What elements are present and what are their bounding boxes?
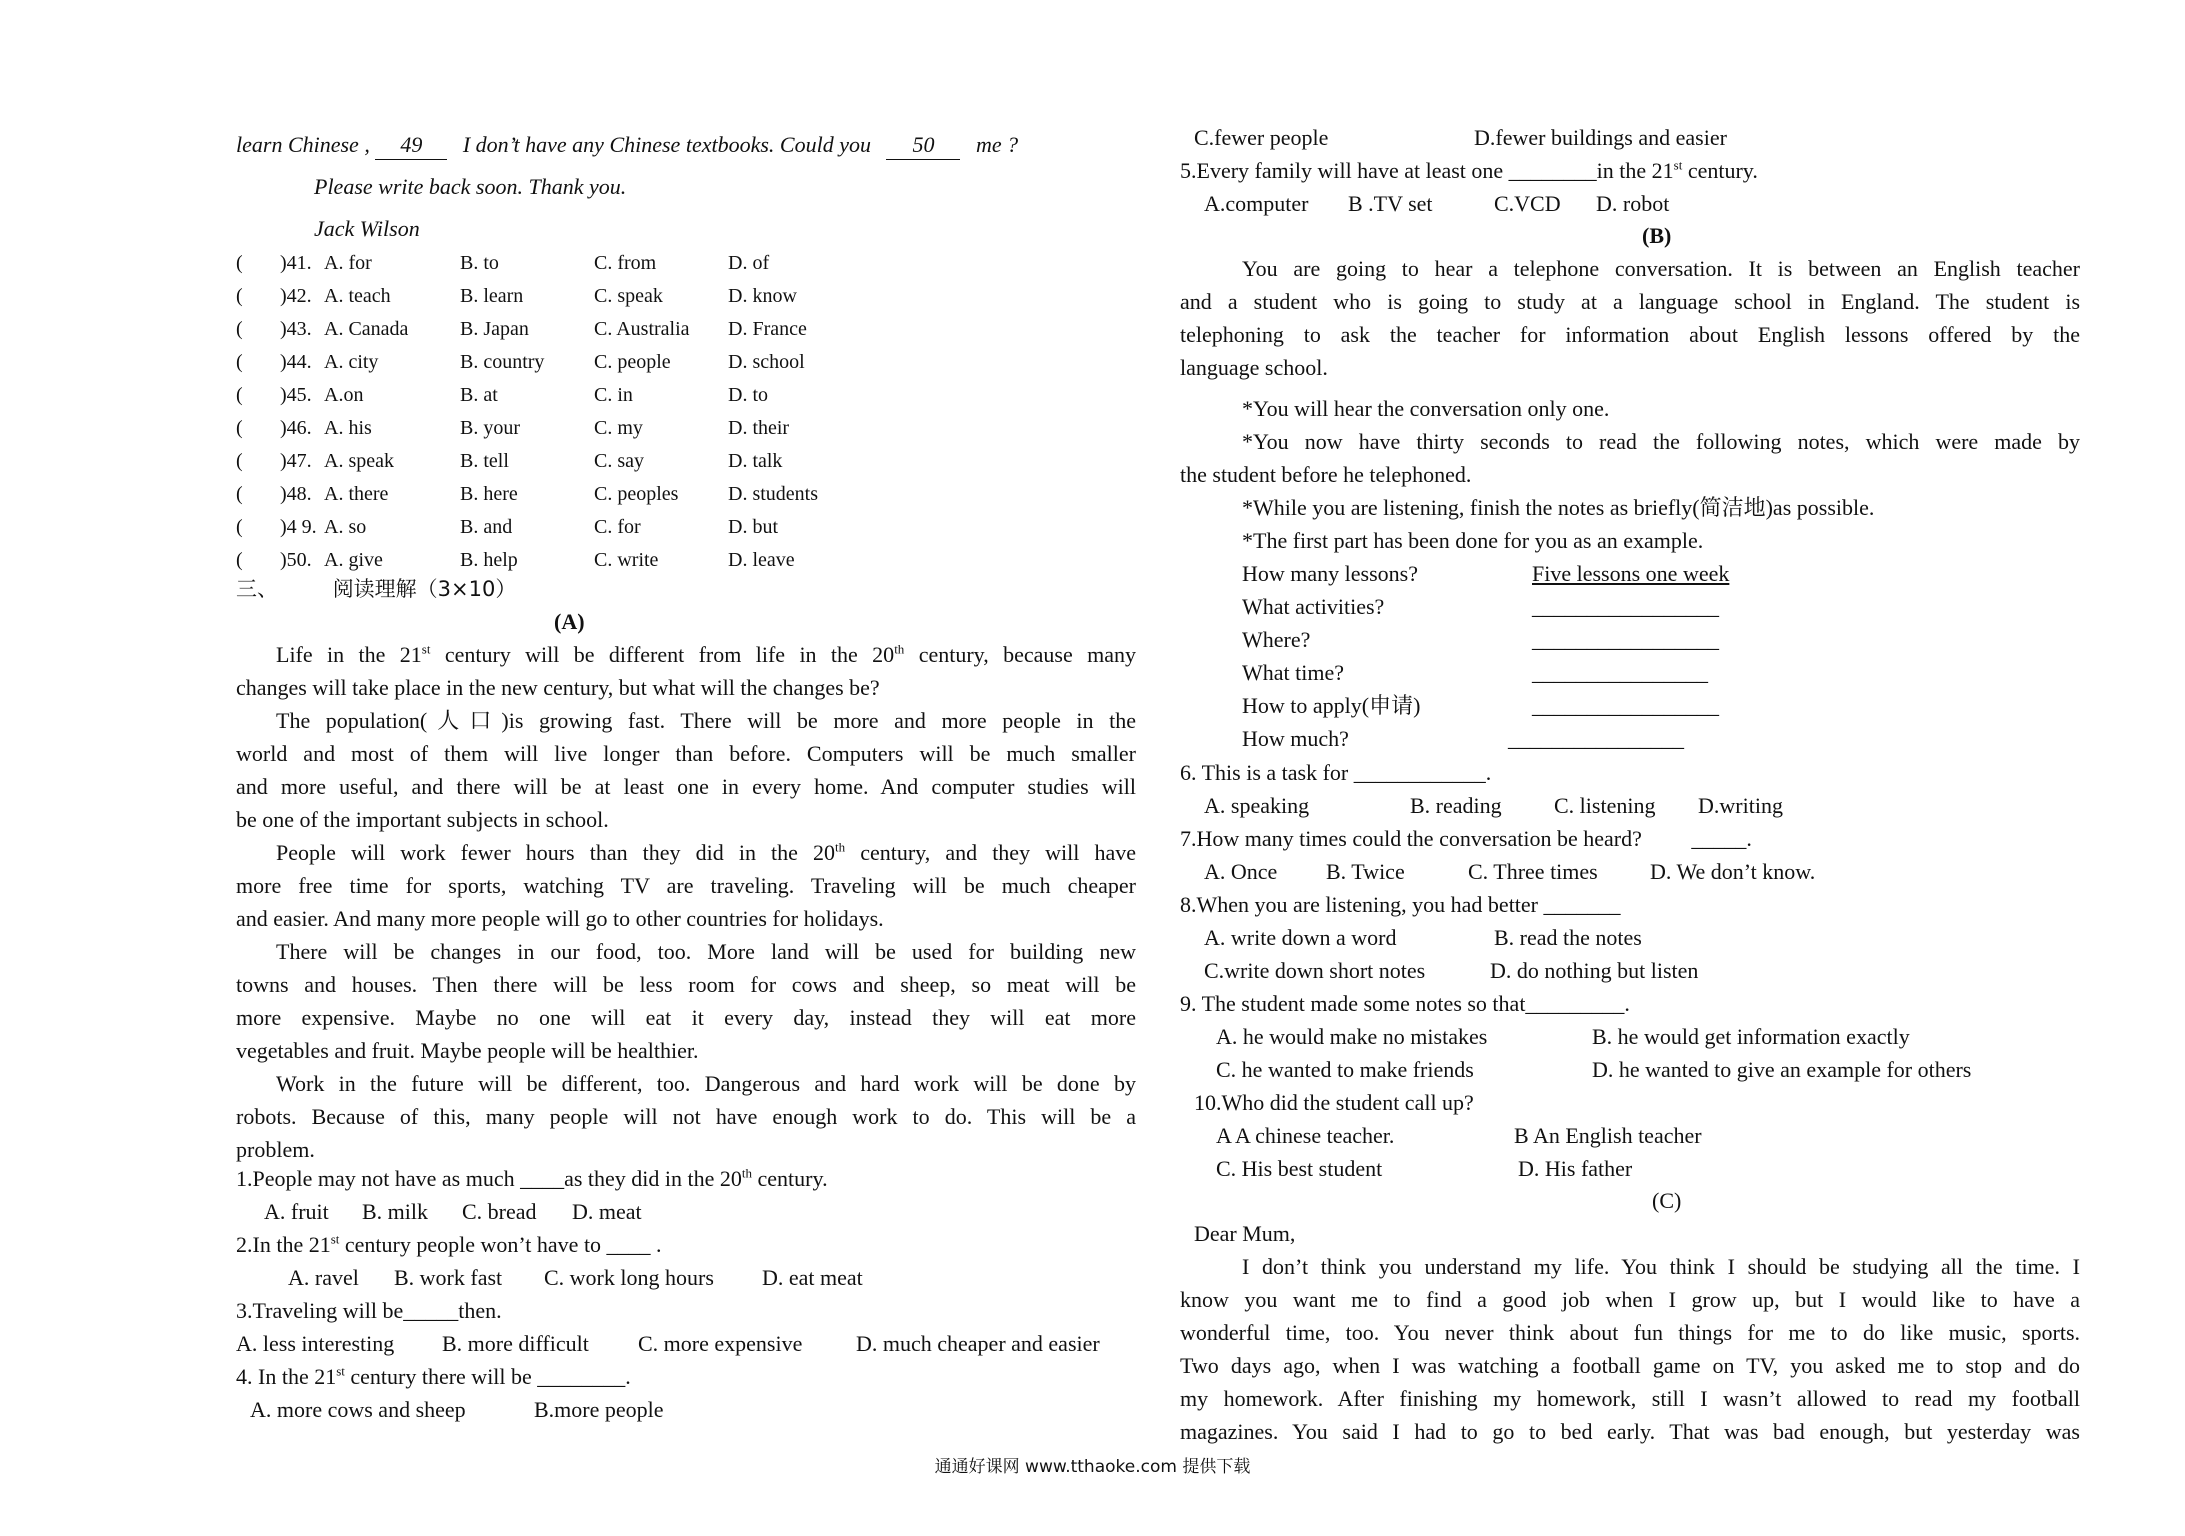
option-c[interactable]: C. say — [594, 450, 644, 472]
question-4: 4. In the 21st century there will be ________. — [236, 1363, 631, 1389]
passage-line: People will work fewer hours than they did in the 20th century, and they will have — [276, 839, 1136, 865]
question-10: 10.Who did the student call up? — [1194, 1090, 1474, 1115]
cloze-number: )44. — [280, 351, 312, 373]
option-b[interactable]: B. your — [460, 417, 520, 439]
option-c[interactable]: C. my — [594, 417, 643, 439]
option-d[interactable]: D. much cheaper and easier — [856, 1331, 1100, 1356]
option-a[interactable]: A. he would make no mistakes — [1216, 1024, 1488, 1049]
section-heading — [236, 575, 516, 603]
cloze-number: )42. — [280, 285, 312, 307]
part-c-heading: (C) — [1652, 1188, 1682, 1213]
option-a[interactable]: A. speak — [324, 450, 394, 472]
option-d[interactable]: D. to — [728, 384, 768, 406]
letter-salutation: Dear Mum, — [1194, 1221, 1296, 1246]
note-2: *You now have thirty seconds to read the following notes, which were made by — [1242, 429, 2080, 454]
passage-line: be one of the important subjects in school. — [236, 807, 609, 832]
answer-bracket[interactable]: ( — [236, 252, 243, 274]
notes-answer-blank[interactable]: _________________ — [1532, 594, 1719, 619]
option-d[interactable]: D. students — [728, 483, 818, 505]
option-b[interactable]: B. at — [460, 384, 498, 406]
answer-bracket[interactable]: ( — [236, 417, 243, 439]
notes-question: What activities? — [1242, 594, 1385, 619]
passage-line: my homework. After finishing my homework, still I wasn’t allowed to read my football — [1180, 1386, 2080, 1411]
passage-line: towns and houses. Then there will be less room for cows and sheep, so meat will be — [236, 972, 1136, 997]
option-b[interactable]: B. tell — [460, 450, 509, 472]
page-footer: 通通好课网 www.tthaoke.com 提供下载 — [934, 1457, 1251, 1477]
option-d[interactable]: D. of — [728, 252, 770, 274]
option-c[interactable]: C. he wanted to make friends — [1216, 1057, 1474, 1082]
option-a[interactable]: A.computer — [1204, 191, 1309, 216]
option-a[interactable]: A. his — [324, 417, 372, 439]
option-a[interactable]: A. write down a word — [1204, 925, 1397, 950]
passage-line: and a student who is going to study at a language school in England. The student is — [1180, 289, 2080, 314]
section-number: 三、 — [236, 577, 278, 601]
passage-line: Two days ago, when I was watching a football game on TV, you asked me to stop and do — [1180, 1353, 2080, 1378]
passage-line: Work in the future will be different, too. Dangerous and hard work will be done by — [276, 1071, 1136, 1096]
notes-question: How much? — [1242, 726, 1349, 751]
option-a[interactable]: A. speaking — [1204, 793, 1310, 818]
option-a[interactable]: A. more cows and sheep — [250, 1397, 466, 1422]
question-3: 3.Traveling will be_____then. — [236, 1298, 502, 1323]
option-c[interactable]: C. Australia — [594, 318, 690, 340]
option-b[interactable]: B. reading — [1410, 793, 1502, 818]
question-7 — [1180, 825, 1752, 853]
option-b[interactable]: B. more difficult — [442, 1331, 589, 1356]
passage-line: world and most of them will live longer than before. Computers will be much smaller — [236, 741, 1136, 766]
option-a[interactable]: A. less interesting — [236, 1331, 395, 1356]
option-d[interactable]: D. talk — [728, 450, 783, 472]
passage-line: wonderful time, too. You never think about fun things for me to do like music, sports. — [1180, 1320, 2080, 1345]
question-7-blank[interactable]: _____. — [1691, 826, 1752, 851]
question-7-text: 7.How many times could the conversation be heard? — [1180, 826, 1642, 851]
option-a[interactable]: A. city — [324, 351, 379, 373]
notes-answer-blank[interactable]: ________________ — [1532, 660, 1708, 685]
option-c[interactable]: C. people — [594, 351, 671, 373]
cloze-number: )47. — [280, 450, 312, 472]
option-a[interactable]: A. for — [324, 252, 372, 274]
passage-line: changes will take place in the new century, but what will the changes be? — [236, 675, 880, 700]
option-d[interactable]: D. eat meat — [762, 1265, 863, 1290]
option-d[interactable]: D. leave — [728, 549, 795, 571]
option-d[interactable]: D. he wanted to give an example for others — [1592, 1057, 1972, 1082]
answer-bracket[interactable]: ( — [236, 351, 243, 373]
cloze-number: )46. — [280, 417, 312, 439]
passage-line: and more useful, and there will be at least one in every home. And computer studies will — [236, 774, 1136, 799]
option-a[interactable]: A. fruit — [264, 1199, 329, 1224]
option-b[interactable]: B. he would get information exactly — [1592, 1024, 1910, 1049]
section-title: 阅读理解（3×10） — [332, 577, 517, 601]
option-c[interactable]: C. for — [594, 516, 641, 538]
cloze-number: )50. — [280, 549, 312, 571]
note-3: *While you are listening, finish the notes as briefly(简洁地)as possible. — [1242, 495, 1875, 520]
option-d[interactable]: D.writing — [1698, 793, 1783, 818]
option-b[interactable]: B. help — [460, 549, 518, 571]
option-d[interactable]: D. His father — [1518, 1156, 1633, 1181]
question-1: 1.People may not have as much ____as they did in the 20th century. — [236, 1165, 828, 1191]
option-c[interactable]: C. in — [594, 384, 633, 406]
option-a[interactable]: A. give — [324, 549, 383, 571]
cloze-number: )41. — [280, 252, 312, 274]
option-a[interactable]: A.on — [324, 384, 364, 406]
letter-closing: Please write back soon. Thank you. — [314, 174, 627, 199]
option-b[interactable]: B. read the notes — [1494, 925, 1642, 950]
option-c[interactable]: C.VCD — [1494, 191, 1561, 216]
passage-line: language school. — [1180, 355, 1328, 380]
option-b[interactable]: B. work fast — [394, 1265, 503, 1290]
note-1: *You will hear the conversation only one. — [1242, 396, 1610, 421]
notes-answer-blank[interactable]: _________________ — [1532, 693, 1719, 718]
option-b[interactable]: B. here — [460, 483, 518, 505]
notes-question: How to apply(申请) — [1242, 693, 1421, 718]
notes-answer-blank[interactable]: ________________ — [1508, 726, 1684, 751]
note-4: *The first part has been done for you as an example. — [1242, 528, 1704, 553]
answer-bracket[interactable]: ( — [236, 384, 243, 406]
passage-line: The population(人口)is growing fast. There will be more and more people in the — [276, 708, 1136, 733]
option-b[interactable]: B. learn — [460, 285, 524, 307]
note-2-cont: the student before he telephoned. — [1180, 462, 1472, 487]
letter-text: learn Chinese , — [236, 132, 370, 157]
answer-bracket[interactable]: ( — [236, 483, 243, 505]
cloze-number: )4 9. — [280, 516, 317, 538]
cloze-number: )45. — [280, 384, 312, 406]
option-b[interactable]: B. Japan — [460, 318, 529, 340]
passage-line: telephoning to ask the teacher for information about English lessons offered by the — [1180, 322, 2080, 347]
option-c[interactable]: C. bread — [462, 1199, 537, 1224]
answer-bracket[interactable]: ( — [236, 318, 243, 340]
question-9: 9. The student made some notes so that_________. — [1180, 991, 1630, 1016]
option-c[interactable]: C. write — [594, 549, 659, 571]
notes-answer-example: Five lessons one week — [1532, 561, 1730, 586]
passage-line: and easier. And many more people will go to other countries for holidays. — [236, 906, 884, 931]
option-c[interactable]: C. Three times — [1468, 859, 1598, 884]
cloze-number: )48. — [280, 483, 312, 505]
option-d[interactable]: D. know — [728, 285, 797, 307]
option-a[interactable]: A A chinese teacher. — [1216, 1123, 1395, 1148]
option-a[interactable]: A. ravel — [288, 1265, 359, 1290]
cloze-number: )43. — [280, 318, 312, 340]
option-d[interactable]: D. We don’t know. — [1650, 859, 1816, 884]
passage-line: problem. — [236, 1137, 315, 1162]
option-c[interactable]: C. speak — [594, 285, 663, 307]
passage-line: more expensive. Maybe no one will eat it every day, instead they will eat more — [236, 1005, 1136, 1030]
option-c[interactable]: C. from — [594, 252, 657, 274]
part-a-heading: (A) — [554, 609, 585, 634]
question-8: 8.When you are listening, you had better _______ — [1180, 892, 1621, 917]
option-b[interactable]: B.more people — [534, 1397, 664, 1422]
option-a[interactable]: A. Once — [1204, 859, 1278, 884]
answer-bracket[interactable]: ( — [236, 516, 243, 538]
letter-line-1 — [236, 131, 1018, 160]
passage-line: I don’t think you understand my life. You think I should be studying all the time. I — [1242, 1254, 2080, 1279]
question-5: 5.Every family will have at least one ________in the 21st century. — [1180, 157, 1758, 183]
option-d[interactable]: D. their — [728, 417, 790, 439]
question-2: 2.In the 21st century people won’t have to ____ . — [236, 1231, 662, 1257]
option-b[interactable]: B. country — [460, 351, 545, 373]
passage-line: more free time for sports, watching TV are traveling. Traveling will be much cheaper — [236, 873, 1136, 898]
passage-line: You are going to hear a telephone conversation. It is between an English teacher — [1242, 256, 2080, 281]
option-b[interactable]: B. and — [460, 516, 513, 538]
option-b[interactable]: B. Twice — [1326, 859, 1405, 884]
notes-question: Where? — [1242, 627, 1311, 652]
passage-line: vegetables and fruit. Maybe people will be healthier. — [236, 1038, 699, 1063]
blank-50: 50 — [886, 131, 960, 160]
notes-answer-blank[interactable]: _________________ — [1532, 627, 1719, 652]
letter-text: I don’t have any Chinese textbooks. Could you — [462, 132, 871, 157]
letter-signature: Jack Wilson — [314, 216, 420, 241]
question-6: 6. This is a task for ____________. — [1180, 760, 1492, 785]
option-c[interactable]: C. listening — [1554, 793, 1656, 818]
option-d[interactable]: D.fewer buildings and easier — [1474, 125, 1727, 150]
answer-bracket[interactable]: ( — [236, 549, 243, 571]
passage-line: There will be changes in our food, too. More land will be used for building new — [276, 939, 1136, 964]
notes-question: What time? — [1242, 660, 1345, 685]
option-b[interactable]: B .TV set — [1348, 191, 1433, 216]
passage-line: know you want me to find a good job when I grow up, but I would like to have a — [1180, 1287, 2080, 1312]
option-d[interactable]: D. do nothing but listen — [1490, 958, 1699, 983]
answer-bracket[interactable]: ( — [236, 450, 243, 472]
option-c[interactable]: C. more expensive — [638, 1331, 803, 1356]
option-a[interactable]: A. there — [324, 483, 389, 505]
blank-49: 49 — [375, 131, 447, 160]
option-c[interactable]: C. peoples — [594, 483, 679, 505]
letter-text: me ? — [975, 132, 1019, 157]
option-d[interactable]: D. school — [728, 351, 805, 373]
option-c[interactable]: C.fewer people — [1194, 125, 1329, 150]
option-d[interactable]: D. France — [728, 318, 807, 340]
option-b[interactable]: B An English teacher — [1514, 1123, 1702, 1148]
option-a[interactable]: A. Canada — [324, 318, 409, 340]
option-d[interactable]: D. but — [728, 516, 778, 538]
answer-bracket[interactable]: ( — [236, 285, 243, 307]
option-c[interactable]: C.write down short notes — [1204, 958, 1426, 983]
option-c[interactable]: C. work long hours — [544, 1265, 714, 1290]
option-b[interactable]: B. milk — [362, 1199, 429, 1224]
passage-line: robots. Because of this, many people will not have enough work to do. This will be a — [236, 1104, 1136, 1129]
passage-line: Life in the 21st century will be different from life in the 20th century, because many — [276, 641, 1136, 667]
notes-question: How many lessons? — [1242, 561, 1418, 586]
part-b-heading: (B) — [1642, 223, 1672, 248]
option-a[interactable]: A. so — [324, 516, 367, 538]
option-a[interactable]: A. teach — [324, 285, 391, 307]
option-c[interactable]: C. His best student — [1216, 1156, 1383, 1181]
option-b[interactable]: B. to — [460, 252, 499, 274]
option-d[interactable]: D. meat — [572, 1199, 642, 1224]
passage-line: magazines. You said I had to go to bed early. That was bad enough, but yesterday was — [1180, 1419, 2080, 1444]
option-d[interactable]: D. robot — [1596, 191, 1670, 216]
